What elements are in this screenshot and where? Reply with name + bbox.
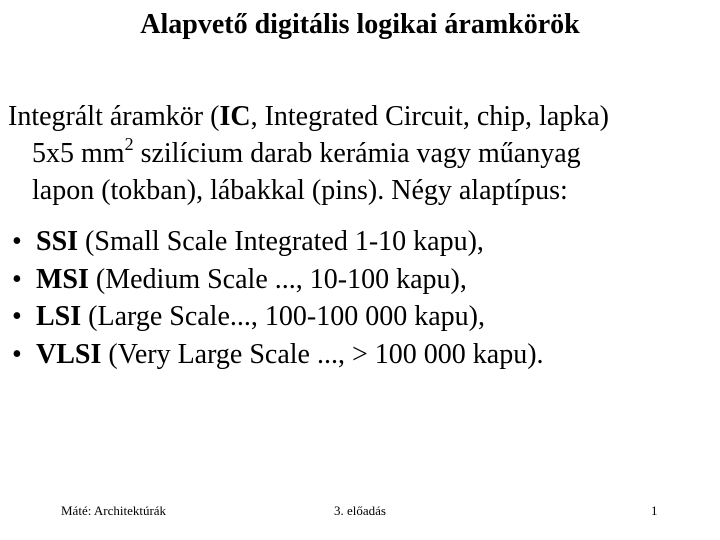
intro-line-2-prefix: 5x5 mm — [32, 138, 125, 169]
list-item — [12, 298, 712, 336]
intro-line-1 — [8, 98, 708, 135]
list-item — [12, 223, 712, 261]
footer-author: Máté: Architektúrák — [61, 503, 167, 518]
intro-ic-bold: IC — [219, 101, 251, 132]
ic-type-list — [12, 223, 712, 373]
intro-line-2-suffix: szilícium darab kerámia vagy műanyag — [133, 138, 581, 169]
bullet-icon: • — [12, 338, 22, 370]
list-item-text: (Small Scale Integrated 1-10 kapu), — [78, 226, 484, 257]
footer-page-number: 1 — [651, 503, 658, 518]
intro-superscript: 2 — [124, 133, 134, 154]
list-item-term: SSI — [36, 226, 79, 257]
list-item — [12, 336, 712, 374]
list-item-text: (Very Large Scale ..., > 100 000 kapu). — [101, 338, 544, 370]
list-item-term: VLSI — [36, 338, 102, 370]
footer-lecture: 3. előadás — [334, 503, 386, 518]
intro-line-3: lapon (tokban), lábakkal (pins). Négy alaptípus: — [32, 175, 568, 206]
list-item — [12, 261, 712, 299]
bullet-icon: • — [12, 301, 22, 332]
bullet-icon: • — [12, 226, 22, 257]
slide-title: Alapvető digitális logikai áramkörök — [140, 9, 580, 40]
list-item-term: LSI — [36, 301, 82, 332]
list-item-term: MSI — [36, 263, 89, 295]
intro-paragraph — [8, 98, 708, 209]
intro-line-2 — [8, 135, 708, 172]
list-item-text: (Medium Scale ..., 10-100 kapu), — [88, 263, 467, 295]
list-item-text: (Large Scale..., 100-100 000 kapu), — [81, 301, 485, 332]
intro-line-1-prefix: Integrált áramkör ( — [8, 101, 220, 132]
intro-line-1-suffix: , Integrated Circuit, chip, lapka) — [250, 101, 609, 132]
bullet-icon: • — [12, 263, 22, 295]
